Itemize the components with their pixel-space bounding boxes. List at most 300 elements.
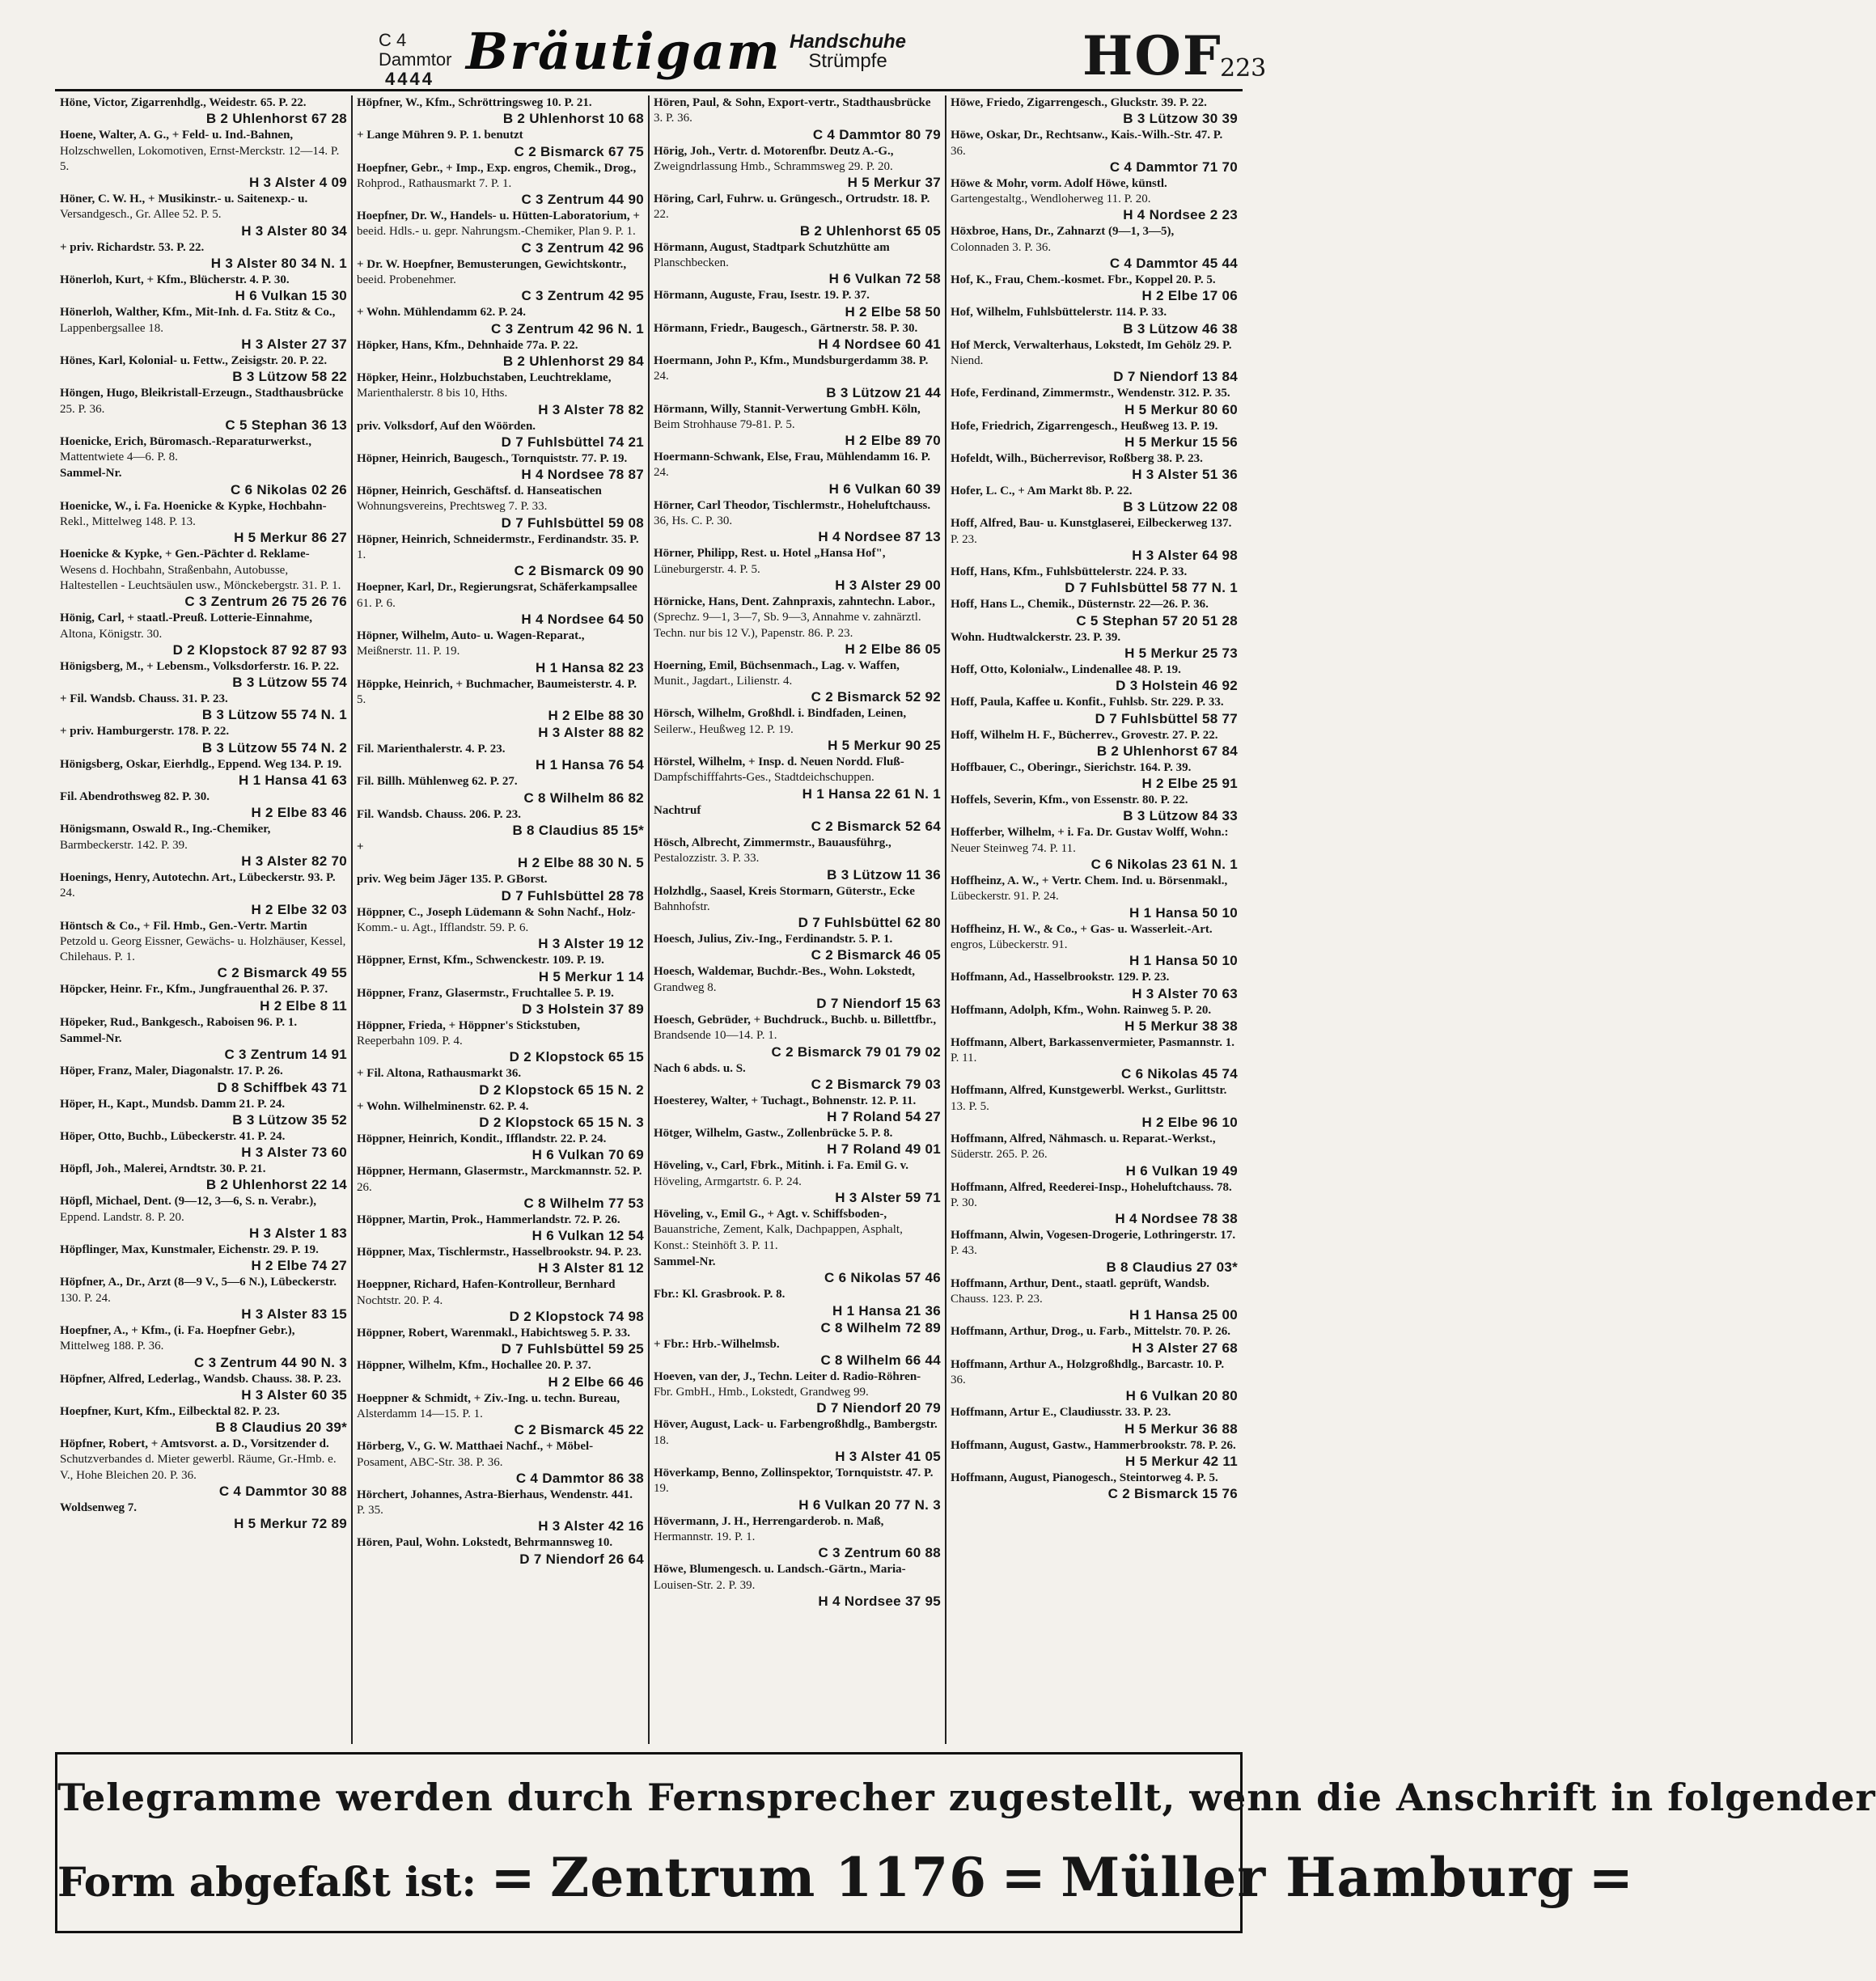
entry-phone: H 6 Vulkan 20 80 bbox=[1125, 1388, 1238, 1404]
entry-phone: C 8 Wilhelm 66 44 bbox=[820, 1352, 941, 1368]
directory-entry bbox=[654, 1514, 941, 1562]
entry-phone: C 6 Nikolas 57 46 bbox=[824, 1270, 941, 1286]
entry-phone: H 3 Alster 78 82 bbox=[538, 401, 644, 417]
header-ad-products bbox=[767, 32, 929, 71]
directory-entry bbox=[60, 757, 347, 789]
entry-text: Hoermann-Schwank, Else, Frau, Mühlendamm 16. P. 24. bbox=[654, 451, 930, 480]
entry-phone: H 5 Merkur 25 73 bbox=[1124, 645, 1238, 661]
entry-text: Höring, Carl, Fuhrw. u. Grüngesch., Ortrudstr. 18. P. 22. bbox=[654, 193, 930, 222]
directory-entry bbox=[60, 240, 347, 272]
entry-phone: H 4 Nordsee 60 41 bbox=[818, 336, 941, 352]
entry-phone: H 2 Elbe 17 06 bbox=[1141, 288, 1238, 304]
entry-phone: B 3 Lützow 22 08 bbox=[1123, 499, 1238, 515]
entry-phone: C 4 Dammtor 45 44 bbox=[1109, 256, 1238, 272]
directory-entry bbox=[951, 484, 1238, 515]
directory-entry bbox=[357, 484, 644, 531]
directory-entry bbox=[357, 1439, 644, 1487]
entry-phone: D 7 Niendorf 26 64 bbox=[519, 1551, 644, 1567]
entry-phone: H 4 Nordsee 37 95 bbox=[818, 1593, 941, 1609]
entry-text: Hoenicke, W., i. Fa. Hoenicke & Kypke, Hochbahn-Rekl., Mittelweg 148. P. 13. bbox=[60, 499, 327, 529]
entry-text: Hofe, Friedrich, Zigarrengesch., Heußweg 13. P. 19. bbox=[951, 419, 1218, 433]
entry-phone: C 8 Wilhelm 77 53 bbox=[523, 1195, 644, 1211]
directory-entry bbox=[951, 1228, 1238, 1276]
entry-phone: H 3 Alster 70 63 bbox=[1132, 985, 1238, 1001]
entry-phone: C 2 Bismarck 09 90 bbox=[514, 563, 644, 579]
directory-entry bbox=[654, 1158, 941, 1206]
directory-entry bbox=[60, 273, 347, 304]
header-ad-phone bbox=[379, 31, 468, 89]
directory-entry bbox=[357, 370, 644, 418]
directory-entry bbox=[654, 932, 941, 963]
directory-entry bbox=[951, 695, 1238, 726]
directory-entry bbox=[654, 1369, 941, 1417]
directory-entry bbox=[357, 629, 644, 676]
entry-phone: B 3 Lützow 58 22 bbox=[232, 369, 347, 385]
entry-text: Hörmann, Auguste, Frau, Isestr. 19. P. 37. bbox=[654, 289, 870, 303]
entry-phone: H 3 Alster 64 98 bbox=[1132, 548, 1238, 564]
telegram-form-label: Form abgefaßt ist: bbox=[57, 1858, 476, 1906]
entry-phone: D 7 Fuhlsbüttel 59 25 bbox=[501, 1341, 644, 1357]
entry-text: Hörsch, Wilhelm, Großhdl. i. Bindfaden, Leinen, Seilerw., Heußweg 12. P. 19. bbox=[654, 707, 907, 736]
directory-entry bbox=[60, 1031, 347, 1063]
entry-phone: B 3 Lützow 46 38 bbox=[1123, 320, 1238, 337]
entry-phone: H 7 Roland 54 27 bbox=[827, 1109, 941, 1125]
entry-text: Hönigsmann, Oswald R., Ing.-Chemiker, Barmbeckerstr. 142. P. 39. bbox=[60, 823, 271, 852]
entry-text: Hörner, Carl Theodor, Tischlermstr., Hoheluftchauss. 36, Hs. C. P. 30. bbox=[654, 498, 931, 528]
entry-phone: D 7 Niendorf 15 63 bbox=[816, 995, 941, 1011]
entry-phone: H 2 Elbe 88 30 bbox=[548, 708, 644, 724]
directory-entry bbox=[60, 192, 347, 239]
entry-phone: H 2 Elbe 88 30 N. 5 bbox=[518, 855, 644, 871]
entry-text: Hoffmann, Ad., Hasselbrookstr. 129. P. 23. bbox=[951, 971, 1170, 984]
directory-entry bbox=[654, 1126, 941, 1158]
entry-text: + priv. Hamburgerstr. 178. P. 22. bbox=[60, 725, 230, 739]
entry-text: priv. Volksdorf, Auf den Wöörden. bbox=[357, 419, 536, 433]
entry-phone: H 3 Alster 19 12 bbox=[538, 936, 644, 952]
directory-entry bbox=[60, 1162, 347, 1193]
entry-text: Hoesterey, Walter, + Tuchagt., Bohnenstr. 12. P. 11. bbox=[654, 1094, 917, 1107]
entry-phone: H 5 Merkur 42 11 bbox=[1125, 1453, 1238, 1469]
entry-text: Hoenicke & Kypke, + Gen.-Pächter d. Reklame-Wesens d. Hochbahn, Straßenbahn, Autobusse, Haltestellen - Leuchtsäulen usw., Mönckebergstr. 31. P. 1. bbox=[60, 548, 341, 592]
entry-phone: H 3 Alster 29 00 bbox=[835, 577, 941, 593]
directory-entry bbox=[357, 774, 644, 806]
entry-text: Höppner, Frieda, + Höppner's Stickstuben, Reeperbahn 109. P. 4. bbox=[357, 1018, 580, 1048]
entry-phone: H 2 Elbe 86 05 bbox=[845, 641, 941, 657]
entry-text: Hoff, Hans, Kfm., Fuhlsbüttelerstr. 224. P. 33. bbox=[951, 565, 1188, 579]
directory-entry bbox=[654, 498, 941, 546]
entry-text: Hoffmann, Alfred, Kunstgewerbl. Werkst., Gurlittstr. 13. P. 5. bbox=[951, 1084, 1227, 1113]
entry-phone: H 3 Alster 27 68 bbox=[1132, 1340, 1238, 1356]
entry-phone: H 6 Vulkan 70 69 bbox=[531, 1147, 644, 1163]
entry-text: Höpner, Wilhelm, Auto- u. Wagen-Reparat., Meißnerstr. 11. P. 19. bbox=[357, 629, 585, 658]
entry-phone: B 3 Lützow 55 74 N. 2 bbox=[201, 739, 347, 756]
entry-text: + Wohn. Mühlendamm 62. P. 24. bbox=[357, 306, 527, 320]
directory-entry bbox=[357, 1277, 644, 1325]
equals-sign: = bbox=[1001, 1846, 1047, 1909]
entry-text: Hofferber, Wilhelm, + i. Fa. Dr. Gustav Wolff, Wohn.: Neuer Steinweg 74. P. 11. bbox=[951, 826, 1229, 855]
telegram-address: Müller Hamburg bbox=[1061, 1846, 1575, 1909]
directory-entry bbox=[60, 692, 347, 723]
entry-text: Hof, K., Frau, Chem.-kosmet. Fbr., Koppel 20. P. 5. bbox=[951, 273, 1216, 287]
directory-entry bbox=[951, 128, 1238, 176]
directory-entry bbox=[357, 1488, 644, 1535]
entry-text: Hoffmann, August, Gastw., Hammerbrookstr. 78. P. 26. bbox=[951, 1438, 1236, 1452]
directory-entry bbox=[60, 1129, 347, 1161]
entry-text: Hoeven, van der, J., Techn. Leiter d. Radio-Röhren-Fbr. GmbH., Hmb., Lokstedt, Grandweg 99. bbox=[654, 1369, 921, 1399]
entry-text: Höpner, Heinrich, Schneidermstr., Ferdinandstr. 35. P. 1. bbox=[357, 532, 639, 562]
directory-entry bbox=[357, 725, 644, 741]
directory-entry bbox=[60, 547, 347, 610]
directory-entry bbox=[60, 386, 347, 434]
entry-text: Hoerning, Emil, Büchsenmach., Lag. v. Waffen, Munit., Jagdart., Lilienstr. 4. bbox=[654, 658, 900, 688]
entry-phone: H 3 Alster 80 34 bbox=[241, 222, 347, 239]
directory-entry bbox=[654, 595, 941, 658]
directory-entry bbox=[654, 450, 941, 497]
entry-phone: D 2 Klopstock 65 15 bbox=[509, 1049, 644, 1065]
entry-phone: D 7 Fuhlsbüttel 74 21 bbox=[501, 434, 644, 450]
directory-entry bbox=[951, 825, 1238, 873]
entry-text: Hof Merck, Verwalterhaus, Lokstedt, Im Gehölz 29. P. Niend. bbox=[951, 338, 1232, 367]
entry-text: priv. Weg beim Jäger 135. P. GBorst. bbox=[357, 873, 548, 887]
directory-entry bbox=[60, 1323, 347, 1371]
entry-text: Höppner, Ernst, Kfm., Schwenckestr. 109. P. 19. bbox=[357, 954, 604, 967]
entry-text: Fil. Billh. Mühlenweg 62. P. 27. bbox=[357, 775, 518, 789]
entry-phone: C 2 Bismarck 49 55 bbox=[217, 965, 347, 981]
entry-phone: H 5 Merkur 36 88 bbox=[1124, 1420, 1238, 1437]
directory-entry bbox=[951, 338, 1238, 386]
entry-phone: H 5 Merkur 90 25 bbox=[828, 738, 941, 754]
directory-entry bbox=[357, 1358, 644, 1390]
directory-entry bbox=[357, 1245, 644, 1276]
entry-phone: H 6 Vulkan 19 49 bbox=[1125, 1162, 1238, 1179]
entry-text: Hoepfner, Gebr., + Imp., Exp. engros, Chemik., Drog., Rohprod., Rathausmarkt 7. P. 1. bbox=[357, 161, 637, 190]
directory-entry bbox=[654, 1061, 941, 1093]
entry-phone: H 3 Alster 59 71 bbox=[835, 1190, 941, 1206]
directory-entry bbox=[951, 1003, 1238, 1035]
directory-entry bbox=[357, 161, 644, 209]
entry-text: Höwe, Blumengesch. u. Landsch.-Gärtn., Maria-Louisen-Str. 2. P. 39. bbox=[654, 1563, 906, 1592]
entry-text: Hofer, L. C., + Am Markt 8b. P. 22. bbox=[951, 485, 1133, 498]
entry-text: Höpner, Heinrich, Geschäftsf. d. Hanseatischen Wohnungsvereins, Prechtsweg 7. P. 33. bbox=[357, 485, 602, 514]
directory-entry bbox=[60, 919, 347, 982]
entry-phone: B 2 Uhlenhorst 67 28 bbox=[205, 111, 347, 127]
entry-phone: D 2 Klopstock 87 92 87 93 bbox=[172, 641, 347, 658]
entry-text: Hoeppner & Schmidt, + Ziv.-Ing. u. techn. Bureau, Alsterdamm 14—15. P. 1. bbox=[357, 1391, 620, 1420]
entry-text: Hönig, Carl, + staatl.-Preuß. Lotterie-Einnahme, Altona, Königstr. 30. bbox=[60, 612, 312, 641]
telegram-exchange: Zentrum 1176 bbox=[550, 1846, 988, 1909]
entry-phone: C 3 Zentrum 26 75 26 76 bbox=[184, 594, 347, 610]
entry-phone: H 2 Elbe 25 91 bbox=[1141, 776, 1238, 792]
column-2 bbox=[352, 95, 649, 1744]
entry-text: Höwe & Mohr, vorm. Adolf Höwe, künstl. Gartengestaltg., Wendloherweg 11. P. 20. bbox=[951, 176, 1167, 206]
entry-text: Hoffmann, August, Pianogesch., Steintorweg 4. P. 5. bbox=[951, 1471, 1218, 1484]
entry-phone: H 2 Elbe 58 50 bbox=[845, 303, 941, 320]
entry-phone: H 5 Merkur 37 bbox=[847, 175, 941, 191]
entry-phone: C 6 Nikolas 45 74 bbox=[1120, 1066, 1238, 1082]
directory-entry bbox=[654, 1417, 941, 1465]
entry-phone: B 3 Lützow 30 39 bbox=[1123, 111, 1238, 127]
entry-phone: C 3 Zentrum 44 90 N. 3 bbox=[194, 1354, 347, 1370]
entry-phone: C 2 Bismarck 52 64 bbox=[811, 818, 941, 834]
entry-text: Hönerloh, Kurt, + Kfm., Blücherstr. 4. P. 30. bbox=[60, 273, 290, 287]
directory-entry bbox=[60, 1194, 347, 1242]
telegram-notice-line-1: Telegramme werden durch Fernsprecher zugestellt, wenn die Anschrift in folgender bbox=[57, 1776, 1876, 1819]
column-4 bbox=[946, 95, 1243, 1744]
entry-text: Hoepner, Karl, Dr., Regierungsrat, Schäferkampsallee 61. P. 6. bbox=[357, 581, 637, 610]
entry-text: + Fil. Wandsb. Chauss. 31. P. 23. bbox=[60, 692, 228, 706]
entry-text: Hoepfner, A., + Kfm., (i. Fa. Hoepfner Gebr.), Mittelweg 188. P. 36. bbox=[60, 1323, 295, 1353]
entry-phone: B 2 Uhlenhorst 29 84 bbox=[502, 353, 644, 369]
entry-phone: H 2 Elbe 96 10 bbox=[1141, 1114, 1238, 1130]
entry-text: Hötger, Wilhelm, Gastw., Zollenbrücke 5. P. 8. bbox=[654, 1127, 893, 1141]
directory-entry bbox=[357, 451, 644, 483]
entry-phone: D 7 Niendorf 20 79 bbox=[816, 1400, 941, 1416]
directory-entry bbox=[654, 706, 941, 754]
entry-text: Sammel-Nr. bbox=[60, 467, 122, 480]
entry-phone: H 3 Alster 73 60 bbox=[241, 1145, 347, 1161]
directory-entry bbox=[357, 1326, 644, 1357]
entry-phone: H 3 Alster 41 05 bbox=[835, 1449, 941, 1465]
entry-text: + Fil. Altona, Rathausmarkt 36. bbox=[357, 1067, 522, 1081]
entry-phone: H 3 Alster 51 36 bbox=[1132, 467, 1238, 483]
entry-phone: H 7 Roland 49 01 bbox=[827, 1141, 941, 1158]
directory-entry bbox=[60, 353, 347, 385]
entry-phone: B 8 Claudius 85 15* bbox=[512, 823, 644, 839]
entry-text: Höwe, Oskar, Dr., Rechtsanw., Kais.-Wilh.-Str. 47. P. 36. bbox=[951, 129, 1223, 158]
directory-entry bbox=[357, 532, 644, 580]
entry-phone: H 5 Merkur 72 89 bbox=[234, 1516, 347, 1532]
entry-text: Hoesch, Julius, Ziv.-Ing., Ferdinandstr. 5. P. 1. bbox=[654, 933, 893, 946]
directory-entry bbox=[60, 1015, 347, 1031]
entry-text: Hörchert, Johannes, Astra-Bierhaus, Wendenstr. 441. P. 35. bbox=[357, 1488, 633, 1517]
entry-phone: D 7 Niendorf 13 84 bbox=[1113, 369, 1238, 385]
directory-entry bbox=[654, 658, 941, 706]
directory-entry bbox=[357, 1099, 644, 1131]
entry-text: Hönes, Karl, Kolonial- u. Fettw., Zeisigstr. 20. P. 22. bbox=[60, 353, 328, 367]
entry-text: Hösch, Albrecht, Zimmermstr., Bauausführg., Pestalozzistr. 3. P. 33. bbox=[654, 836, 891, 866]
entry-text: Hörner, Philipp, Rest. u. Hotel „Hansa Hof", Lüneburgerstr. 4. P. 5. bbox=[654, 547, 886, 576]
entry-text: Höveling, v., Emil G., + Agt. v. Schiffsboden-, Bauanstriche, Zement, Kalk, Dachpappen, Asphalt, Konst.: Steinhöft 3. P. 11. bbox=[654, 1208, 903, 1252]
entry-phone: H 3 Alster 42 16 bbox=[538, 1518, 644, 1534]
entry-text: Hoff, Otto, Kolonialw., Lindenallee 48. P. 19. bbox=[951, 662, 1181, 676]
directory-entry bbox=[357, 840, 644, 871]
entry-text: + priv. Richardstr. 53. P. 22. bbox=[60, 240, 205, 254]
entry-phone: H 6 Vulkan 60 39 bbox=[828, 480, 941, 497]
directory-entry bbox=[951, 1405, 1238, 1437]
directory-entry bbox=[951, 597, 1238, 629]
entry-phone: B 8 Claudius 20 39* bbox=[215, 1420, 347, 1436]
entry-phone: C 6 Nikolas 02 26 bbox=[230, 481, 347, 497]
entry-text: Hofe, Ferdinand, Zimmermstr., Wendenstr. 312. P. 35. bbox=[951, 387, 1230, 400]
directory-entry bbox=[60, 466, 347, 497]
entry-text: Hoffmann, Adolph, Kfm., Wohn. Rainweg 5. P. 20. bbox=[951, 1003, 1212, 1017]
entry-phone: D 7 Fuhlsbüttel 62 80 bbox=[798, 915, 941, 931]
directory-entry bbox=[654, 353, 941, 401]
directory-entry bbox=[357, 986, 644, 1018]
directory-entry bbox=[357, 95, 644, 127]
directory-entry bbox=[60, 724, 347, 756]
directory-entry bbox=[654, 1320, 941, 1336]
directory-entry bbox=[951, 1132, 1238, 1179]
directory-entry bbox=[951, 1471, 1238, 1502]
entry-phone: H 5 Merkur 80 60 bbox=[1124, 401, 1238, 417]
directory-entry bbox=[654, 1013, 941, 1060]
directory-entry bbox=[654, 95, 941, 143]
entry-phone: H 3 Alster 27 37 bbox=[241, 336, 347, 352]
directory-entry bbox=[654, 144, 941, 192]
entry-text: Hörberg, V., G. W. Matthaei Nachf., + Möbel-Posament, ABC-Str. 38. P. 36. bbox=[357, 1440, 594, 1469]
directory-entry bbox=[60, 1437, 347, 1500]
directory-entry bbox=[60, 659, 347, 691]
directory-entry bbox=[654, 1337, 941, 1369]
entry-text: Hoffmann, Artur E., Claudiusstr. 33. P. 23. bbox=[951, 1406, 1171, 1420]
directory-entry bbox=[654, 1094, 941, 1125]
entry-phone: H 3 Alster 88 82 bbox=[538, 725, 644, 741]
entry-text: Hoesch, Gebrüder, + Buchdruck., Buchb. u. Billettfbr., Brandsende 10—14. P. 1. bbox=[654, 1013, 937, 1043]
directory-entry bbox=[357, 872, 644, 904]
entry-phone: B 3 Lützow 55 74 bbox=[232, 675, 347, 691]
directory-entry bbox=[951, 760, 1238, 792]
directory-entry bbox=[357, 677, 644, 725]
entry-phone: H 2 Elbe 66 46 bbox=[548, 1374, 644, 1390]
directory-entry bbox=[357, 1391, 644, 1439]
entry-text: Hof, Wilhelm, Fuhlsbüttelerstr. 114. P. 33. bbox=[951, 306, 1167, 320]
directory-entry bbox=[951, 1357, 1238, 1405]
directory-entry bbox=[60, 1064, 347, 1095]
column-3 bbox=[649, 95, 946, 1744]
entry-phone: H 2 Elbe 32 03 bbox=[251, 901, 347, 917]
entry-text: Hoene, Walter, A. G., + Feld- u. Ind.-Bahnen, Holzschwellen, Lokomotiven, Ernst-Merckstr. 12—14. P. 5. bbox=[60, 129, 340, 173]
entry-text: Hönigsberg, Oskar, Eierhdlg., Eppend. Weg 134. P. 19. bbox=[60, 757, 342, 771]
directory-entry bbox=[951, 95, 1238, 127]
entry-text: Höpflinger, Max, Kunstmaler, Eichenstr. 29. P. 19. bbox=[60, 1243, 319, 1257]
entry-text: Höpner, Heinrich, Baugesch., Tornquiststr. 77. P. 19. bbox=[357, 451, 628, 465]
entry-phone: H 1 Hansa 50 10 bbox=[1129, 904, 1238, 921]
brand-logo: Bräutigam bbox=[466, 22, 781, 81]
entry-text: Hörmann, Friedr., Baugesch., Gärtnerstr. 58. P. 30. bbox=[654, 321, 918, 335]
directory-entry bbox=[357, 580, 644, 628]
entry-phone: C 2 Bismarck 67 75 bbox=[514, 143, 644, 159]
directory-entry bbox=[951, 176, 1238, 224]
entry-phone: H 2 Elbe 8 11 bbox=[260, 997, 347, 1014]
entry-text: Höwe, Friedo, Zigarrengesch., Gluckstr. 39. P. 22. bbox=[951, 96, 1207, 109]
entry-text: Fil. Marienthalerstr. 4. P. 23. bbox=[357, 743, 506, 756]
entry-text: Hoeppner, Richard, Hafen-Kontrolleur, Bernhard Nochtstr. 20. P. 4. bbox=[357, 1278, 616, 1307]
entry-text: Hoff, Wilhelm H. F., Bücherrev., Grovestr. 27. P. 22. bbox=[951, 728, 1218, 742]
entry-text: Hoff, Paula, Kaffee u. Konfit., Fuhlsb. Str. 229. P. 33. bbox=[951, 696, 1224, 709]
entry-phone: D 7 Fuhlsbüttel 59 08 bbox=[501, 514, 644, 531]
entry-text: + bbox=[357, 840, 364, 854]
entry-phone: C 3 Zentrum 42 96 N. 1 bbox=[491, 320, 644, 337]
entry-phone: C 5 Stephan 36 13 bbox=[225, 417, 347, 433]
entry-phone: H 6 Vulkan 12 54 bbox=[531, 1228, 644, 1244]
entry-text: Nach 6 abds. u. S. bbox=[654, 1061, 746, 1075]
entry-text: Hoffmann, Arthur, Dent., staatl. geprüft, Wandsb. Chauss. 123. P. 23. bbox=[951, 1276, 1210, 1306]
entry-phone: D 7 Fuhlsbüttel 28 78 bbox=[501, 887, 644, 904]
directory-entry bbox=[357, 257, 644, 305]
entry-text: Hörmann, August, Stadtpark Schutzhütte am Planschbecken. bbox=[654, 240, 890, 270]
entry-phone: H 6 Vulkan 15 30 bbox=[235, 288, 347, 304]
entry-text: Sammel-Nr. bbox=[654, 1255, 716, 1268]
directory-entry bbox=[654, 964, 941, 1012]
entry-text: Hoff, Hans L., Chemik., Düsternstr. 22—26. P. 36. bbox=[951, 598, 1209, 612]
entry-text: Höpfner, Alfred, Lederlag., Wandsb. Chauss. 38. P. 23. bbox=[60, 1372, 341, 1386]
entry-text: Hoff, Alfred, Bau- u. Kunstglaserei, Eilbeckerweg 137. P. 23. bbox=[951, 517, 1232, 546]
entry-text: Höpfner, Robert, + Amtsvorst. a. D., Vorsitzender d. Schutzverbandes d. Mieter gewerbl. Räume, Gr.-Hmb. e. V., Hohe Bleichen 20. P. 36. bbox=[60, 1437, 337, 1482]
directory-entry bbox=[60, 434, 347, 466]
entry-phone: B 3 Lützow 35 52 bbox=[232, 1111, 347, 1128]
entry-phone: C 4 Dammtor 71 70 bbox=[1109, 159, 1238, 175]
entry-text: Hoffbauer, C., Oberingr., Sierichstr. 164. P. 39. bbox=[951, 760, 1192, 774]
entry-text: Höne, Victor, Zigarrenhdlg., Weidestr. 65. P. 22. bbox=[60, 96, 307, 109]
entry-phone: B 3 Lützow 84 33 bbox=[1123, 808, 1238, 824]
entry-text: Höpker, Heinr., Holzbuchstaben, Leuchtreklame, Marienthalerstr. 8 bis 10, Hths. bbox=[357, 370, 612, 400]
entry-phone: D 3 Holstein 46 92 bbox=[1116, 678, 1238, 694]
entry-phone: H 4 Nordsee 78 38 bbox=[1115, 1211, 1238, 1227]
entry-phone: C 3 Zentrum 14 91 bbox=[224, 1047, 347, 1063]
entry-text: Höper, H., Kapt., Mundsb. Damm 21. P. 24. bbox=[60, 1097, 286, 1111]
directory-entry bbox=[60, 305, 347, 353]
telegram-notice bbox=[55, 1752, 1876, 1933]
directory-entry bbox=[951, 1035, 1238, 1083]
directory-entry bbox=[357, 305, 644, 337]
directory-entry bbox=[357, 1535, 644, 1567]
directory-entry bbox=[60, 982, 347, 1014]
directory-entry bbox=[60, 822, 347, 870]
entry-text: Höppner, Heinrich, Kondit., Ifflandstr. 22. P. 24. bbox=[357, 1132, 607, 1145]
entry-text: Hoffmann, Arthur A., Holzgroßhdlg., Barcastr. 10. P. 36. bbox=[951, 1357, 1225, 1386]
entry-phone: B 2 Uhlenhorst 65 05 bbox=[799, 222, 941, 239]
entry-phone: D 3 Holstein 37 89 bbox=[522, 1001, 644, 1017]
directory-entry bbox=[951, 419, 1238, 451]
entry-phone: D 7 Fuhlsbüttel 58 77 N. 1 bbox=[1065, 580, 1238, 596]
entry-text: Höppner, Wilhelm, Kfm., Hochallee 20. P. 37. bbox=[357, 1359, 591, 1373]
entry-phone: H 6 Vulkan 20 77 N. 3 bbox=[798, 1496, 941, 1513]
entry-phone: H 2 Elbe 89 70 bbox=[845, 433, 941, 449]
telegram-notice-line-2 bbox=[57, 1845, 1634, 1915]
entry-text: Hoffels, Severin, Kfm., von Essenstr. 80. P. 22. bbox=[951, 794, 1188, 807]
directory-entry bbox=[951, 451, 1238, 483]
entry-text: Höpfner, W., Kfm., Schröttringsweg 10. P. 21. bbox=[357, 96, 592, 109]
entry-phone: C 2 Bismarck 52 92 bbox=[811, 689, 941, 705]
equals-sign: = bbox=[490, 1846, 536, 1909]
entry-text: Nachtruf bbox=[654, 803, 701, 817]
directory-entry bbox=[654, 803, 941, 835]
directory-entry bbox=[60, 128, 347, 191]
directory-entry bbox=[654, 1255, 941, 1286]
entry-text: Holzhdlg., Saasel, Kreis Stormarn, Güterstr., Ecke Bahnhofstr. bbox=[654, 884, 915, 913]
entry-phone: C 2 Bismarck 79 01 79 02 bbox=[771, 1043, 941, 1060]
directory-entry bbox=[951, 305, 1238, 337]
directory-entry bbox=[654, 240, 941, 288]
directory-entry bbox=[60, 1404, 347, 1436]
directory-entry bbox=[357, 953, 644, 984]
entry-phone: H 3 Alster 83 15 bbox=[241, 1306, 347, 1322]
entry-text: Hoffmann, Alwin, Vogesen-Drogerie, Lothringerstr. 17. P. 43. bbox=[951, 1229, 1236, 1258]
entry-text: Höppner, C., Joseph Lüdemann & Sohn Nachf., Holz-Komm.- u. Agt., Ifflandstr. 59. P. 6. bbox=[357, 905, 636, 934]
directory-entry bbox=[60, 95, 347, 127]
directory-entry bbox=[951, 630, 1238, 662]
entry-text: Höppner, Franz, Glasermstr., Fruchtallee 5. P. 19. bbox=[357, 986, 614, 1000]
directory-columns bbox=[55, 95, 1243, 1744]
entry-text: Höppke, Heinrich, + Buchmacher, Baumeisterstr. 4. P. 5. bbox=[357, 677, 637, 706]
directory-entry bbox=[654, 836, 941, 883]
directory-entry bbox=[357, 905, 644, 953]
entry-text: Höppner, Hermann, Glasermstr., Marckmannstr. 52. P. 26. bbox=[357, 1165, 642, 1194]
directory-entry bbox=[951, 793, 1238, 824]
entry-text: Höppner, Martin, Prok., Hammerlandstr. 72. P. 26. bbox=[357, 1213, 620, 1226]
directory-entry bbox=[654, 1562, 941, 1610]
